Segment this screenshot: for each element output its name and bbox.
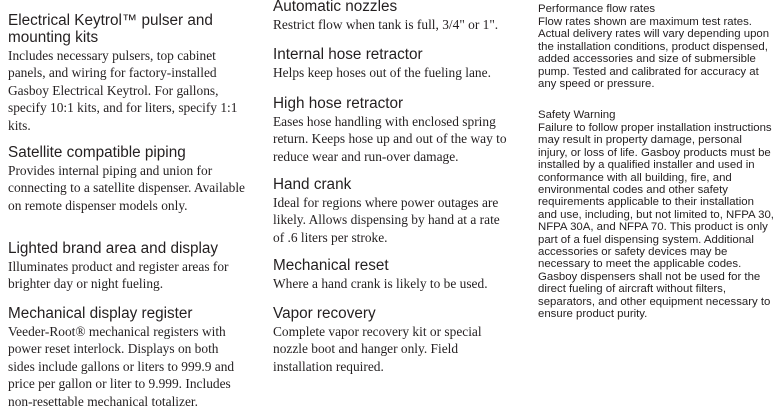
note-title: Safety Warning bbox=[538, 109, 616, 121]
option-title: Lighted brand area and display bbox=[8, 240, 219, 257]
option-internal-hose-retractor bbox=[273, 46, 513, 81]
option-title: Hand crank bbox=[273, 176, 352, 193]
option-title: High hose retractor bbox=[273, 95, 404, 112]
option-title: Automatic nozzles bbox=[273, 0, 398, 15]
option-title: Satellite compatible piping bbox=[8, 144, 186, 161]
option-lighted-brand-area bbox=[8, 240, 248, 293]
option-title: Electrical Keytrol™ pulser and mounting kits bbox=[8, 12, 213, 46]
option-description: Where a hand crank is likely to be used. bbox=[273, 276, 488, 291]
note-title: Performance flow rates bbox=[538, 3, 656, 15]
option-description: Veeder-Root® mechanical registers with power reset interlock. Displays on both sides include gallons or liters to 999.9 and price per gallon or liter to 9.999. Includes non-resettable mechanical totalizer. bbox=[8, 324, 235, 409]
option-title: Mechanical reset bbox=[273, 257, 389, 274]
option-vapor-recovery bbox=[273, 305, 513, 375]
option-description: Helps keep hoses out of the fueling lane. bbox=[273, 65, 491, 80]
note-text: Failure to follow proper installation instructions may result in property damage, personal injury, or loss of life. Gasboy products must be installed by a qualified installer and used in conformance with all building, fire, and environmental codes and other safety requirements applicable to their installation and use, including, but not limited to, NFPA 30, NFPA 30A, and NFPA 70. This product is only part of a fuel dispensing system. Additional accessories or safety devices may be necessary to meet the applicable codes. Gasboy dispensers shall not be used for the direct fueling of aircraft without filters, separators, and other equipment necessary to ensure product purity. bbox=[538, 122, 774, 321]
option-title: Mechanical display register bbox=[8, 305, 193, 322]
option-mechanical-reset bbox=[273, 257, 513, 292]
option-automatic-nozzles bbox=[273, 0, 513, 33]
note-performance-flow-rates bbox=[538, 3, 774, 90]
option-description: Includes necessary pulsers, top cabinet panels, and wiring for factory-installed Gasboy Electrical Keytrol. For gallons, specify 10:1 kits, and for liters, specify 1:1 kits. bbox=[8, 48, 238, 133]
option-description: Illuminates product and register areas for brighter day or night fueling. bbox=[8, 259, 229, 292]
option-hand-crank bbox=[273, 176, 513, 246]
option-keytrol-pulser bbox=[8, 12, 248, 134]
option-high-hose-retractor bbox=[273, 95, 513, 165]
note-text: Flow rates shown are maximum test rates. Actual delivery rates will vary depending upon the installation conditions, product dispensed, added accessories and size of submersible pump. Tested and calibrated for accuracy at any speed or pressure. bbox=[538, 16, 770, 91]
note-safety-warning bbox=[538, 109, 774, 321]
option-description: Provides internal piping and union for connecting to a satellite dispenser. Available on remote dispenser models only. bbox=[8, 163, 245, 213]
option-mechanical-display-register bbox=[8, 305, 248, 410]
option-description: Restrict flow when tank is full, 3/4" or 1". bbox=[273, 17, 499, 32]
option-title: Vapor recovery bbox=[273, 305, 376, 322]
option-description: Ideal for regions where power outages are likely. Allows dispensing by hand at a rate of .6 liters per stroke. bbox=[273, 195, 500, 245]
option-description: Complete vapor recovery kit or special nozzle boot and hanger only. Field installation required. bbox=[273, 324, 482, 374]
option-title: Internal hose retractor bbox=[273, 46, 423, 63]
option-description: Eases hose handling with enclosed spring return. Keeps hose up and out of the way to reduce wear and run-over damage. bbox=[273, 114, 507, 164]
option-satellite-piping bbox=[8, 144, 248, 214]
